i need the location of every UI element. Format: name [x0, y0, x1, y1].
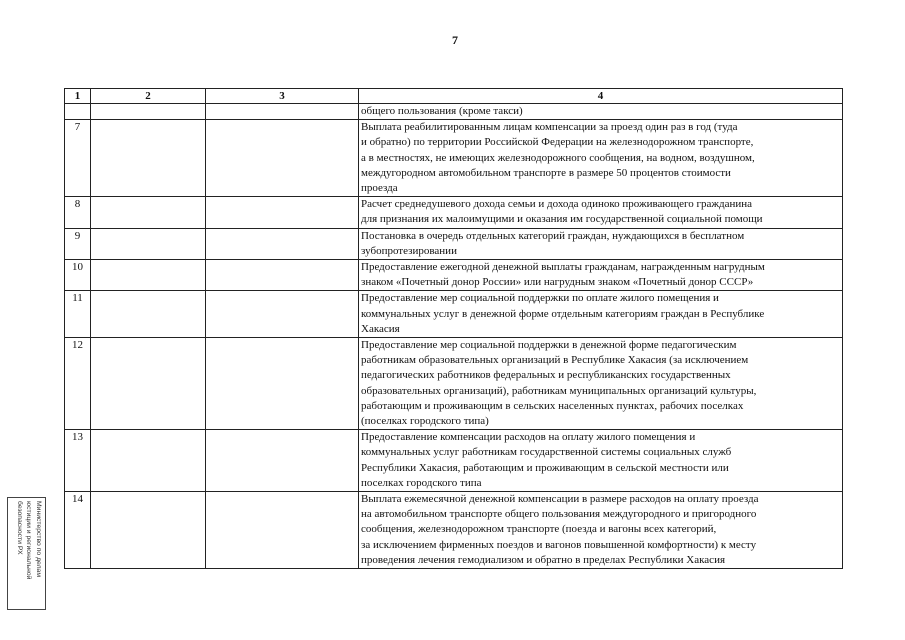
row-col3 — [206, 260, 359, 291]
row-number: 14 — [65, 492, 91, 569]
table-row — [65, 228, 843, 259]
row-col3 — [206, 430, 359, 492]
table-row — [65, 120, 843, 197]
table-row — [65, 430, 843, 492]
row-col3 — [206, 291, 359, 338]
row-text: Расчет среднедушевого дохода семьи и дохода одиноко проживающего гражданина для признания их малоимущими и оказания им государственной социальной помощи — [359, 197, 843, 228]
table-row — [65, 104, 843, 120]
row-col2 — [91, 291, 206, 338]
stamp-text: Министерство по делам юстиции и региональной безопасности РХ — [15, 501, 42, 580]
row-number: 12 — [65, 338, 91, 430]
table-row — [65, 492, 843, 569]
row-text: Предоставление мер социальной поддержки по оплате жилого помещения и коммунальных услуг в денежной форме отдельным категориям граждан в Республике Хакасия — [359, 291, 843, 338]
row-col2 — [91, 197, 206, 228]
table-row — [65, 338, 843, 430]
page-number: 7 — [452, 33, 458, 47]
row-col3 — [206, 197, 359, 228]
row-col3 — [206, 228, 359, 259]
row-number: 9 — [65, 228, 91, 259]
row-col2 — [91, 492, 206, 569]
row-col2 — [91, 104, 206, 120]
row-text: общего пользования (кроме такси) — [359, 104, 843, 120]
row-number: 11 — [65, 291, 91, 338]
column-header-2: 2 — [91, 89, 206, 104]
table-row — [65, 260, 843, 291]
row-number: 10 — [65, 260, 91, 291]
column-header-4: 4 — [359, 89, 843, 104]
row-text: Выплата ежемесячной денежной компенсации в размере расходов на оплату проезда на автомобильном транспорте общего пользования междугородного и пригородного сообщения, железнодорожном транспорте (поезда и вагоны всех категорий, за исключением фирменных поездов и вагонов повышенной комфортности) к месту проведения лечения гемодиализом и обратно в пределах Республики Хакасия — [359, 492, 843, 569]
table-row — [65, 197, 843, 228]
table-row — [65, 291, 843, 338]
column-header-3: 3 — [206, 89, 359, 104]
row-col2 — [91, 260, 206, 291]
row-col3 — [206, 338, 359, 430]
row-col3 — [206, 104, 359, 120]
registration-stamp — [7, 497, 46, 610]
row-col3 — [206, 492, 359, 569]
row-text: Постановка в очередь отдельных категорий граждан, нуждающихся в бесплатном зубопротезировании — [359, 228, 843, 259]
row-text: Предоставление мер социальной поддержки в денежной форме педагогическим работникам образовательных организаций в Республике Хакасия (за исключением педагогических работников федеральных и республиканских государственных образовательных организаций), работникам муниципальных организаций культуры, работающим и проживающим в сельских населенных пунктах, рабочих поселках (поселках городского типа) — [359, 338, 843, 430]
row-text: Предоставление ежегодной денежной выплаты гражданам, награжденным нагрудным знаком «Почетный донор России» или нагрудным знаком «Почетный донор СССР» — [359, 260, 843, 291]
row-col2 — [91, 430, 206, 492]
row-col3 — [206, 120, 359, 197]
column-header-1: 1 — [65, 89, 91, 104]
row-number — [65, 104, 91, 120]
row-col2 — [91, 120, 206, 197]
row-number: 8 — [65, 197, 91, 228]
row-col2 — [91, 228, 206, 259]
table-header-row — [65, 89, 843, 104]
row-col2 — [91, 338, 206, 430]
row-number: 7 — [65, 120, 91, 197]
row-number: 13 — [65, 430, 91, 492]
row-text: Предоставление компенсации расходов на оплату жилого помещения и коммунальных услуг работникам государственной системы социальных служб Республики Хакасия, работающим и проживающим в сельской местности или поселках городского типа — [359, 430, 843, 492]
row-text: Выплата реабилитированным лицам компенсации за проезд один раз в год (туда и обратно) по территории Российской Федерации на железнодорожном транспорте, а в местностях, не имеющих железнодорожного сообщения, на водном, воздушном, междугородном автомобильном транспорте в размере 50 процентов стоимости проезда — [359, 120, 843, 197]
services-table — [64, 88, 843, 569]
